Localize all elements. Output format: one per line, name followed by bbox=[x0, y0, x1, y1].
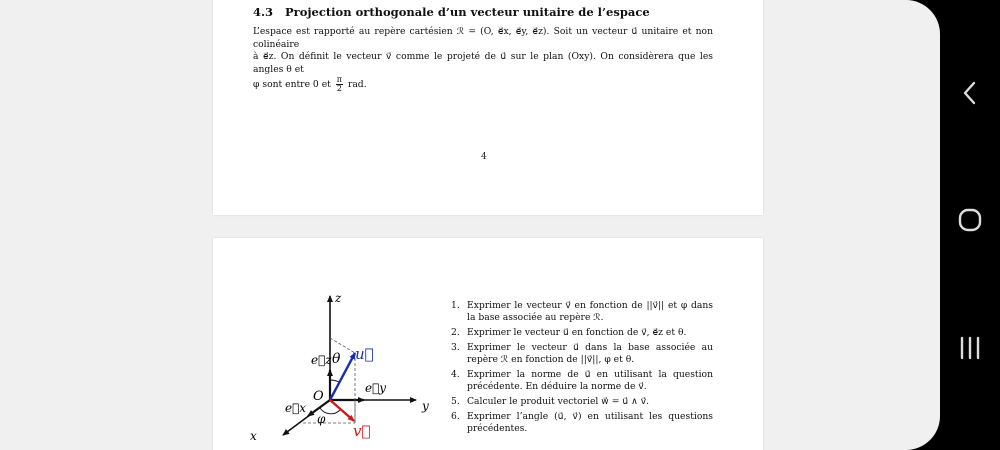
v-vector bbox=[330, 400, 354, 421]
list-item bbox=[451, 342, 713, 366]
question-number: 5. bbox=[451, 396, 460, 407]
y-label: y bbox=[422, 399, 429, 413]
x-label: x bbox=[250, 429, 257, 443]
para-line-3 bbox=[253, 76, 713, 93]
question-number: 3. bbox=[451, 342, 460, 353]
ez-label: e⃗z bbox=[311, 353, 332, 367]
question-list bbox=[451, 300, 713, 438]
intro-paragraph bbox=[253, 26, 713, 93]
phi-label: φ bbox=[317, 412, 326, 426]
u-label: u⃗ bbox=[355, 345, 374, 363]
recents-bars-icon bbox=[955, 333, 985, 363]
pi-over-two bbox=[336, 76, 343, 93]
list-item bbox=[451, 327, 713, 339]
question-text: Calculer le produit vectoriel w⃗ = u⃗ ∧ v⃗. bbox=[467, 396, 650, 407]
question-number: 6. bbox=[451, 411, 460, 422]
section-title: Projection orthogonale d’un vecteur unitaire de l’espace bbox=[285, 5, 650, 19]
frac-denominator: 2 bbox=[336, 84, 342, 93]
question-text: Exprimer la norme de u⃗ en utilisant la question précédente. En déduire la norme de v⃗. bbox=[467, 369, 713, 392]
origin-label: O bbox=[313, 389, 324, 404]
z-label: z bbox=[335, 291, 342, 305]
home-circle-icon bbox=[955, 205, 985, 235]
v-label: v⃗ bbox=[353, 422, 371, 440]
list-item bbox=[451, 369, 713, 393]
ex-label: e⃗x bbox=[285, 401, 307, 415]
question-text: Exprimer le vecteur v⃗ en fonction de ||v⃗|| et φ dans la base associée au repère ℛ. bbox=[467, 300, 713, 323]
para-line-1: L’espace est rapporté au repère cartésien ℛ = (O, e⃗x, e⃗y, e⃗z). Soit un vecteur u⃗ unitaire et non colinéaire bbox=[253, 26, 713, 50]
screen-corner bbox=[0, 0, 46, 46]
section-heading bbox=[253, 5, 650, 19]
list-item bbox=[451, 411, 713, 435]
ey-label: e⃗y bbox=[365, 381, 387, 395]
list-item bbox=[451, 396, 713, 408]
pdf-page-4 bbox=[213, 0, 763, 215]
pdf-page-5 bbox=[213, 238, 763, 450]
question-text: Exprimer le vecteur u⃗ en fonction de v⃗, e⃗z et θ. bbox=[467, 327, 687, 338]
frac-numerator: π bbox=[336, 75, 343, 84]
para-line-2: à e⃗z. On définit le vecteur v⃗ comme le projeté de u⃗ sur le plan (Oxy). On considèrera que les angles θ et bbox=[253, 51, 713, 75]
question-text: Exprimer l’angle (u⃗, v⃗) en utilisant les questions précédentes. bbox=[467, 411, 713, 434]
back-chevron-icon bbox=[960, 78, 980, 108]
question-number: 1. bbox=[451, 300, 460, 311]
home-button[interactable] bbox=[940, 205, 1000, 245]
theta-label: θ bbox=[332, 351, 341, 367]
recents-button[interactable] bbox=[940, 333, 1000, 373]
question-number: 2. bbox=[451, 327, 460, 338]
para-line-3-post: rad. bbox=[347, 79, 367, 90]
list-item bbox=[451, 300, 713, 324]
back-button[interactable] bbox=[940, 78, 1000, 118]
theta-arc bbox=[330, 380, 339, 382]
page-number: 4 bbox=[481, 152, 487, 162]
section-number: 4.3 bbox=[253, 5, 274, 19]
para-line-3-pre: φ sont entre 0 et bbox=[253, 79, 331, 90]
question-text: Exprimer le vecteur u⃗ dans la base associée au repère ℛ en fonction de ||v⃗||, φ et θ. bbox=[467, 342, 713, 365]
question-number: 4. bbox=[451, 369, 460, 380]
vector-figure bbox=[248, 288, 438, 450]
